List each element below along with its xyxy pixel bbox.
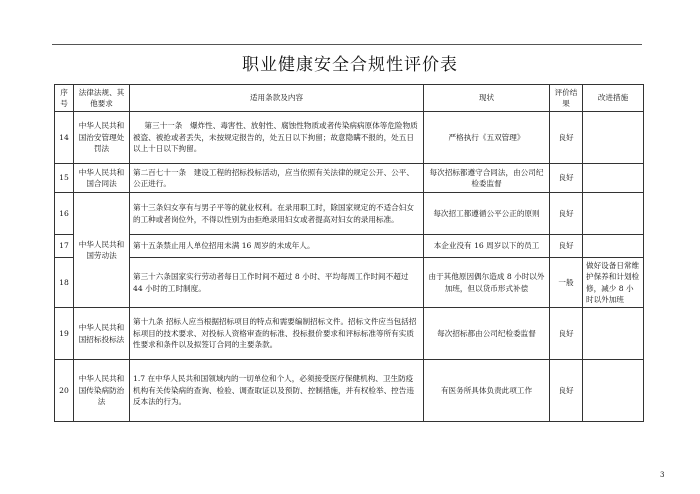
row-measures [583,308,644,360]
row-status: 严格执行《五双管理》 [424,112,550,164]
page-number: 3 [660,471,665,479]
row-status: 本企业没有 16 周岁以下的员工 [424,235,550,258]
row-no: 18 [55,258,74,308]
header-rule [52,44,642,45]
row-clause: 第三十六条国家实行劳动者每日工作时间不超过 8 小时、平均每周工作时间不超过 44 小时的工时制度。 [130,258,424,308]
row-measures: 做好设备日常维护保养和计划检修，减少 8 小时以外加班 [583,258,644,308]
row-result: 良好 [550,308,583,360]
row-result: 良好 [550,164,583,193]
row-status: 每次招标都由公司纪检委监督 [424,308,550,360]
header-clause: 适用条款及内容 [130,85,424,112]
row-status: 每次招标都遵守合同法，由公司纪检委监督 [424,164,550,193]
row-result: 一般 [550,258,583,308]
header-law: 法律法规、其他要求 [74,85,130,112]
row-no: 19 [55,308,74,360]
row-law: 中华人民共和国合同法 [74,164,130,193]
table-row [55,360,644,422]
row-result: 良好 [550,360,583,422]
row-clause: 第十三条妇女享有与男子平等的就业权利。在录用职工时，除国家规定的不适合妇女的工种或者岗位外，不得以性别为由拒绝录用妇女或者提高对妇女的录用标准。 [130,193,424,235]
row-no: 14 [55,112,74,164]
row-law: 中华人民共和国治安管理处罚法 [74,112,130,164]
row-clause: 第十五条禁止用人单位招用未满 16 周岁的未成年人。 [130,235,424,258]
table-row [55,193,644,235]
row-law: 中华人民共和国劳动法 [74,193,130,308]
row-measures [583,164,644,193]
table-header-row [55,85,644,112]
row-law: 中华人民共和国招标投标法 [74,308,130,360]
row-clause: 第十九条 招标人应当根据招标项目的特点和需要编制招标文件。招标文件应当包括招标项目的技术要求、对投标人资格审查的标准、投标报价要求和评标标准等所有实质性要求和条件以及拟签订合同的主要条款。 [130,308,424,360]
evaluation-table [54,84,644,422]
row-clause: 1.7 在中华人民共和国领域内的一切单位和个人，必须接受医疗保健机构、卫生防疫机构有关传染病的查询、检验、调查取证以及预防、控制措施，并有权检举、控告违反本法的行为。 [130,360,424,422]
row-status: 每次招工都遵循公平公正的原则 [424,193,550,235]
row-clause: 第二百七十一条 建设工程的招标投标活动，应当依照有关法律的规定公开、公平、公正进行。 [130,164,424,193]
row-no: 17 [55,235,74,258]
row-measures [583,112,644,164]
table-row [55,308,644,360]
row-measures [583,193,644,235]
page-title: 职业健康安全合规性评价表 [242,55,458,75]
row-law: 中华人民共和国传染病防治法 [74,360,130,422]
row-no: 20 [55,360,74,422]
row-result: 良好 [550,235,583,258]
header-result: 评价结果 [550,85,583,112]
table-row [55,164,644,193]
row-no: 15 [55,164,74,193]
row-measures [583,360,644,422]
table-row [55,112,644,164]
header-no: 序号 [55,85,74,112]
row-status: 有医务所具体负责此项工作 [424,360,550,422]
row-clause: 第三十一条 爆炸性、毒害性、放射性、腐蚀性物质或者传染病病原体等危险物质被盗、被抢或者丢失，未按规定报告的，处五日以下拘留；故意隐瞒不报的，处五日以上十日以下拘留。 [130,112,424,164]
header-status: 现状 [424,85,550,112]
header-measures: 改进措施 [583,85,644,112]
row-no: 16 [55,193,74,235]
row-status: 由于其他原因偶尔造成 8 小时以外加班，但以货币形式补偿 [424,258,550,308]
row-result: 良好 [550,112,583,164]
row-measures [583,235,644,258]
row-result: 良好 [550,193,583,235]
table-row [55,258,644,308]
table-row [55,235,644,258]
